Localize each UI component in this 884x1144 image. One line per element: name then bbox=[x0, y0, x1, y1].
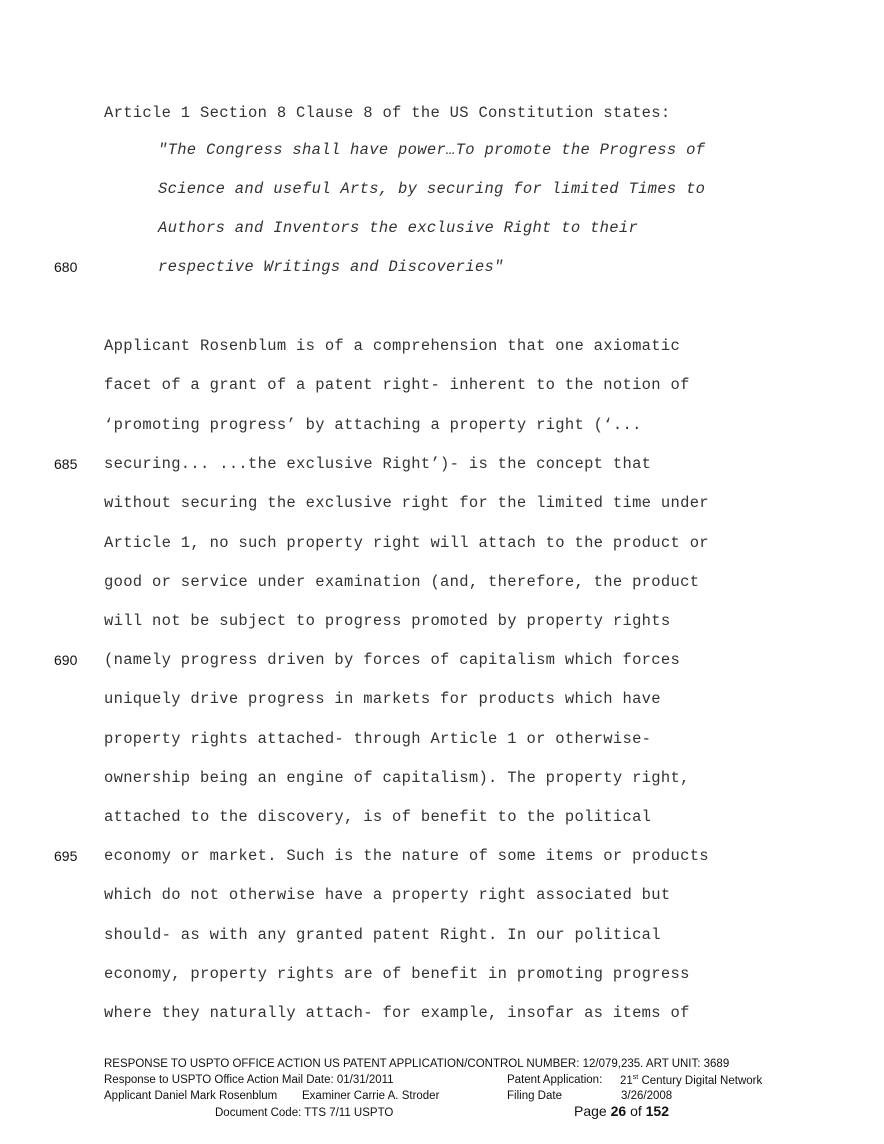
line-number: 690 bbox=[54, 652, 78, 668]
footer-patent-application-value: 21st Century Digital Network bbox=[620, 1074, 763, 1087]
quote-line: Science and useful Arts, by securing for limited Times to bbox=[158, 180, 706, 198]
line-number: 680 bbox=[54, 259, 78, 275]
paragraph-line: which do not otherwise have a property right associated but bbox=[104, 886, 671, 904]
footer-page-number: Page 26 of 152 bbox=[574, 1103, 669, 1119]
paragraph-line: property rights attached- through Article 1 or otherwise- bbox=[104, 730, 652, 748]
footer-filing-date: 3/26/2008 bbox=[621, 1090, 673, 1102]
paragraph-line: ‘promoting progress’ by attaching a property right (‘... bbox=[104, 416, 642, 434]
paragraph-line: without securing the exclusive right for the limited time under bbox=[104, 494, 709, 512]
footer-title: RESPONSE TO USPTO OFFICE ACTION US PATENT APPLICATION/CONTROL NUMBER: 12/079,235. ART UNIT: 3689 bbox=[104, 1058, 730, 1070]
quote-line: Authors and Inventors the exclusive Right to their bbox=[158, 219, 639, 237]
footer-applicant: Applicant Daniel Mark Rosenblum bbox=[104, 1090, 278, 1102]
paragraph-line: where they naturally attach- for example, insofar as items of bbox=[104, 1004, 690, 1022]
paragraph-line: securing... ...the exclusive Right’)- is the concept that bbox=[104, 455, 652, 473]
paragraph-line: uniquely drive progress in markets for products which have bbox=[104, 690, 661, 708]
paragraph-line: will not be subject to progress promoted by property rights bbox=[104, 612, 671, 630]
intro-line: Article 1 Section 8 Clause 8 of the US Constitution states: bbox=[104, 104, 671, 122]
paragraph-line: economy or market. Such is the nature of some items or products bbox=[104, 847, 709, 865]
paragraph-line: facet of a grant of a patent right- inherent to the notion of bbox=[104, 376, 690, 394]
footer-response-date: Response to USPTO Office Action Mail Date: 01/31/2011 bbox=[104, 1074, 394, 1086]
footer-examiner: Examiner Carrie A. Stroder bbox=[302, 1090, 440, 1102]
line-number: 685 bbox=[54, 456, 78, 472]
paragraph-line: attached to the discovery, is of benefit to the political bbox=[104, 808, 652, 826]
footer-filing-label: Filing Date bbox=[507, 1090, 562, 1102]
paragraph-line: good or service under examination (and, therefore, the product bbox=[104, 573, 700, 591]
paragraph-line: should- as with any granted patent Right. In our political bbox=[104, 926, 661, 944]
footer-patent-application-label: Patent Application: bbox=[507, 1074, 603, 1086]
line-number: 695 bbox=[54, 848, 78, 864]
paragraph-line: economy, property rights are of benefit in promoting progress bbox=[104, 965, 690, 983]
paragraph-line: Article 1, no such property right will attach to the product or bbox=[104, 534, 709, 552]
paragraph-line: Applicant Rosenblum is of a comprehension that one axiomatic bbox=[104, 337, 681, 355]
paragraph-line: (namely progress driven by forces of capitalism which forces bbox=[104, 651, 681, 669]
quote-line: "The Congress shall have power…To promote the Progress of bbox=[158, 141, 706, 159]
quote-line: respective Writings and Discoveries" bbox=[158, 258, 504, 276]
footer-document-code: Document Code: TTS 7/11 USPTO bbox=[215, 1107, 394, 1119]
paragraph-line: ownership being an engine of capitalism). The property right, bbox=[104, 769, 690, 787]
